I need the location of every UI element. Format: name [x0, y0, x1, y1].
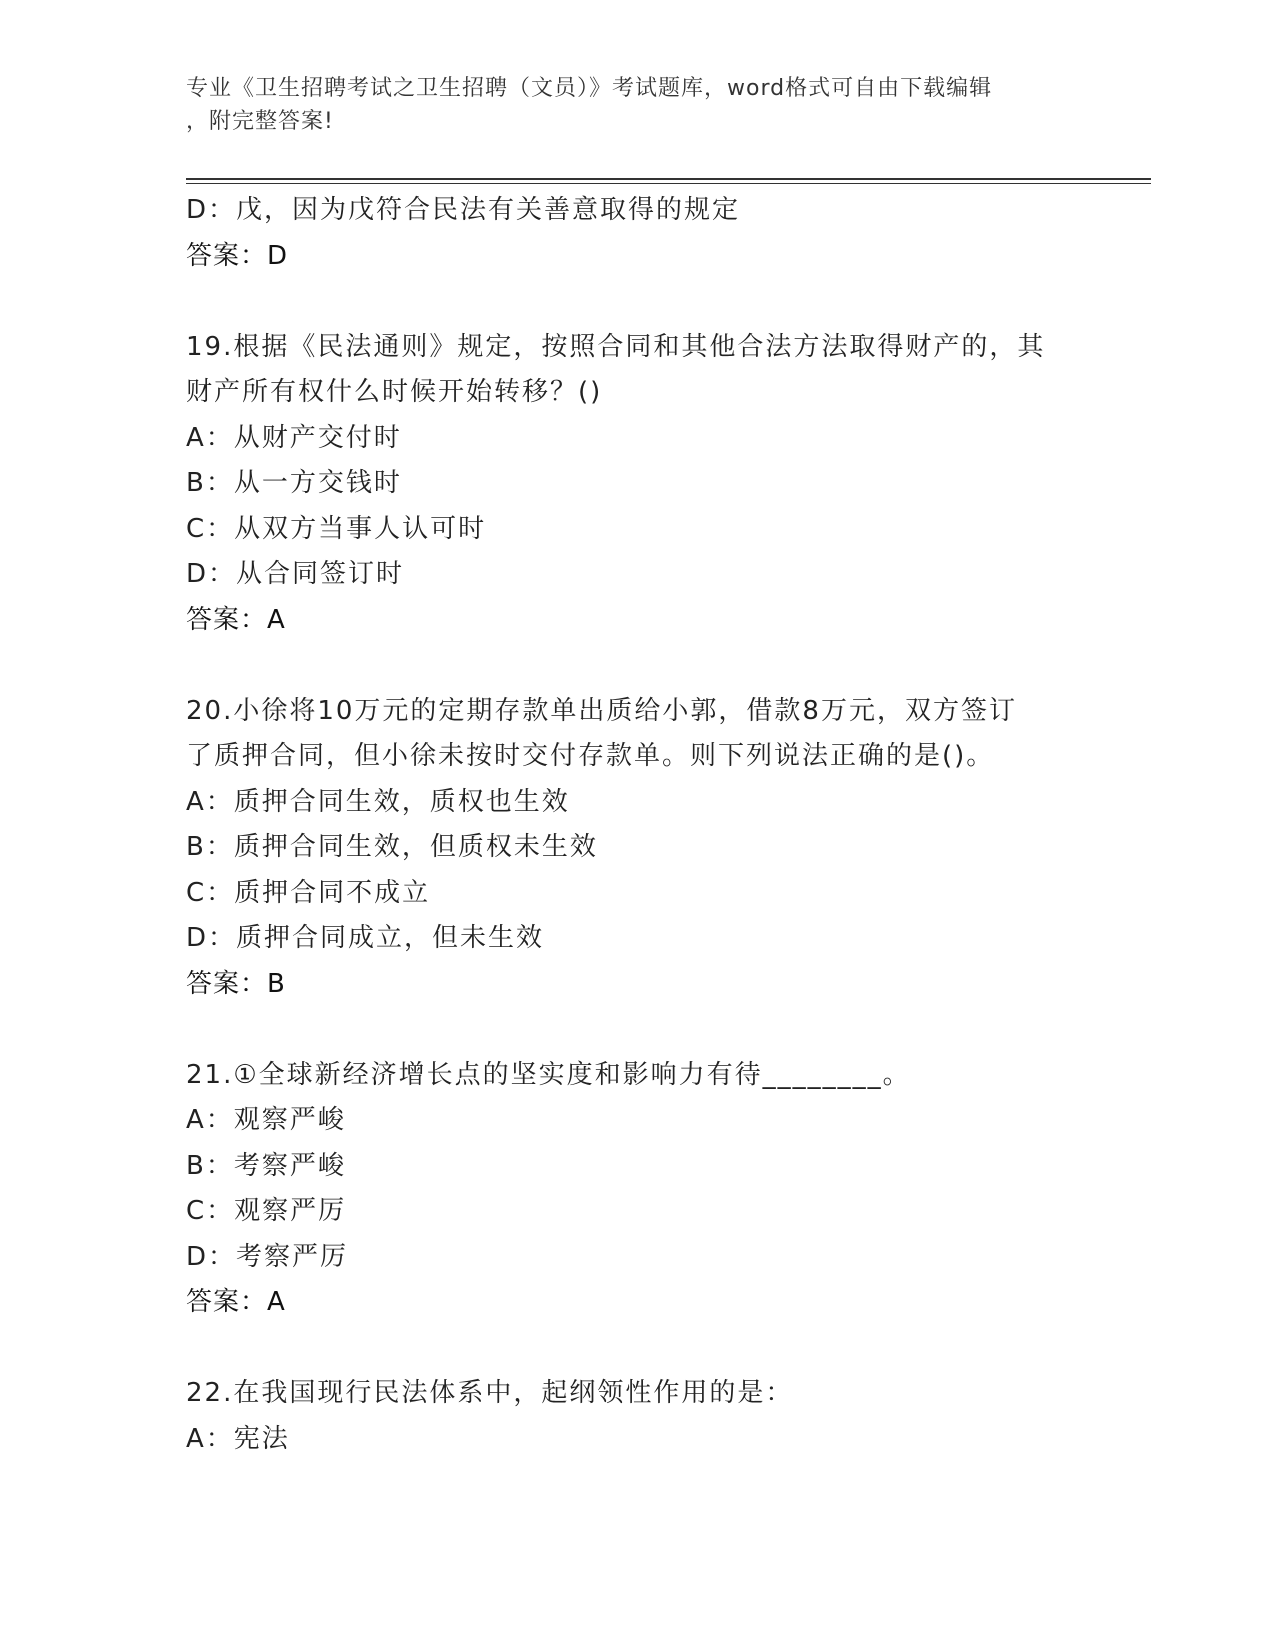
question-20: [186, 689, 1086, 1008]
option-b: B：考察严峻: [186, 1150, 346, 1181]
answer-line: 答案：A: [186, 604, 286, 635]
option-a: A：观察严峻: [186, 1105, 346, 1135]
option-b: B：从一方交钱时: [186, 468, 402, 498]
document-header: [186, 72, 1086, 138]
header-line-1: 专业《卫生招聘考试之卫生招聘（文员）》考试题库，word格式可自由下载编辑: [186, 76, 993, 101]
option-d: D：从合同签订时: [186, 559, 405, 589]
spacer: [186, 1007, 1086, 1053]
option-a: A：从财产交付时: [186, 422, 402, 453]
option-c: C：质押合同不成立: [186, 877, 431, 908]
question-stem-continued: 了质押合同，但小徐未按时交付存款单。则下列说法正确的是()。: [186, 741, 995, 771]
answer-line: 答案：D: [186, 240, 289, 271]
header-rule-thin: [186, 183, 1151, 184]
option-b: B：质押合同生效，但质权未生效: [186, 832, 598, 862]
option-c: C：从双方当事人认可时: [186, 513, 487, 544]
spacer: [186, 279, 1086, 325]
question-list: [186, 188, 1086, 1462]
option-d: D：戊，因为戊符合民法有关善意取得的规定: [186, 195, 741, 225]
option-d: D：质押合同成立，但未生效: [186, 923, 545, 953]
answer-line: 答案：A: [186, 1287, 286, 1317]
question-19: [186, 325, 1086, 644]
option-d: D：考察严厉: [186, 1241, 349, 1272]
option-a: A：宪法: [186, 1423, 290, 1454]
question-stem: 21.①全球新经济增长点的坚实度和影响力有待________。: [186, 1059, 911, 1090]
option-a: A：质押合同生效，质权也生效: [186, 786, 570, 817]
question-stem: 19.根据《民法通则》规定，按照合同和其他合法方法取得财产的，其: [186, 331, 1046, 362]
option-c: C：观察严厉: [186, 1196, 347, 1226]
answer-line: 答案：B: [186, 968, 286, 999]
spacer: [186, 1326, 1086, 1372]
question-stem: 22.在我国现行民法体系中，起纲领性作用的是：: [186, 1378, 794, 1408]
header-rule-thick: [186, 178, 1151, 180]
question-stem-continued: 财产所有权什么时候开始转移？(): [186, 377, 603, 407]
question-18-tail: [186, 188, 1086, 279]
spacer: [186, 643, 1086, 689]
header-line-2: ，附完整答案!: [186, 109, 334, 134]
question-22: [186, 1371, 1086, 1462]
question-21: [186, 1053, 1086, 1326]
question-stem: 20.小徐将10万元的定期存款单出质给小郭，借款8万元，双方签订: [186, 695, 1017, 726]
